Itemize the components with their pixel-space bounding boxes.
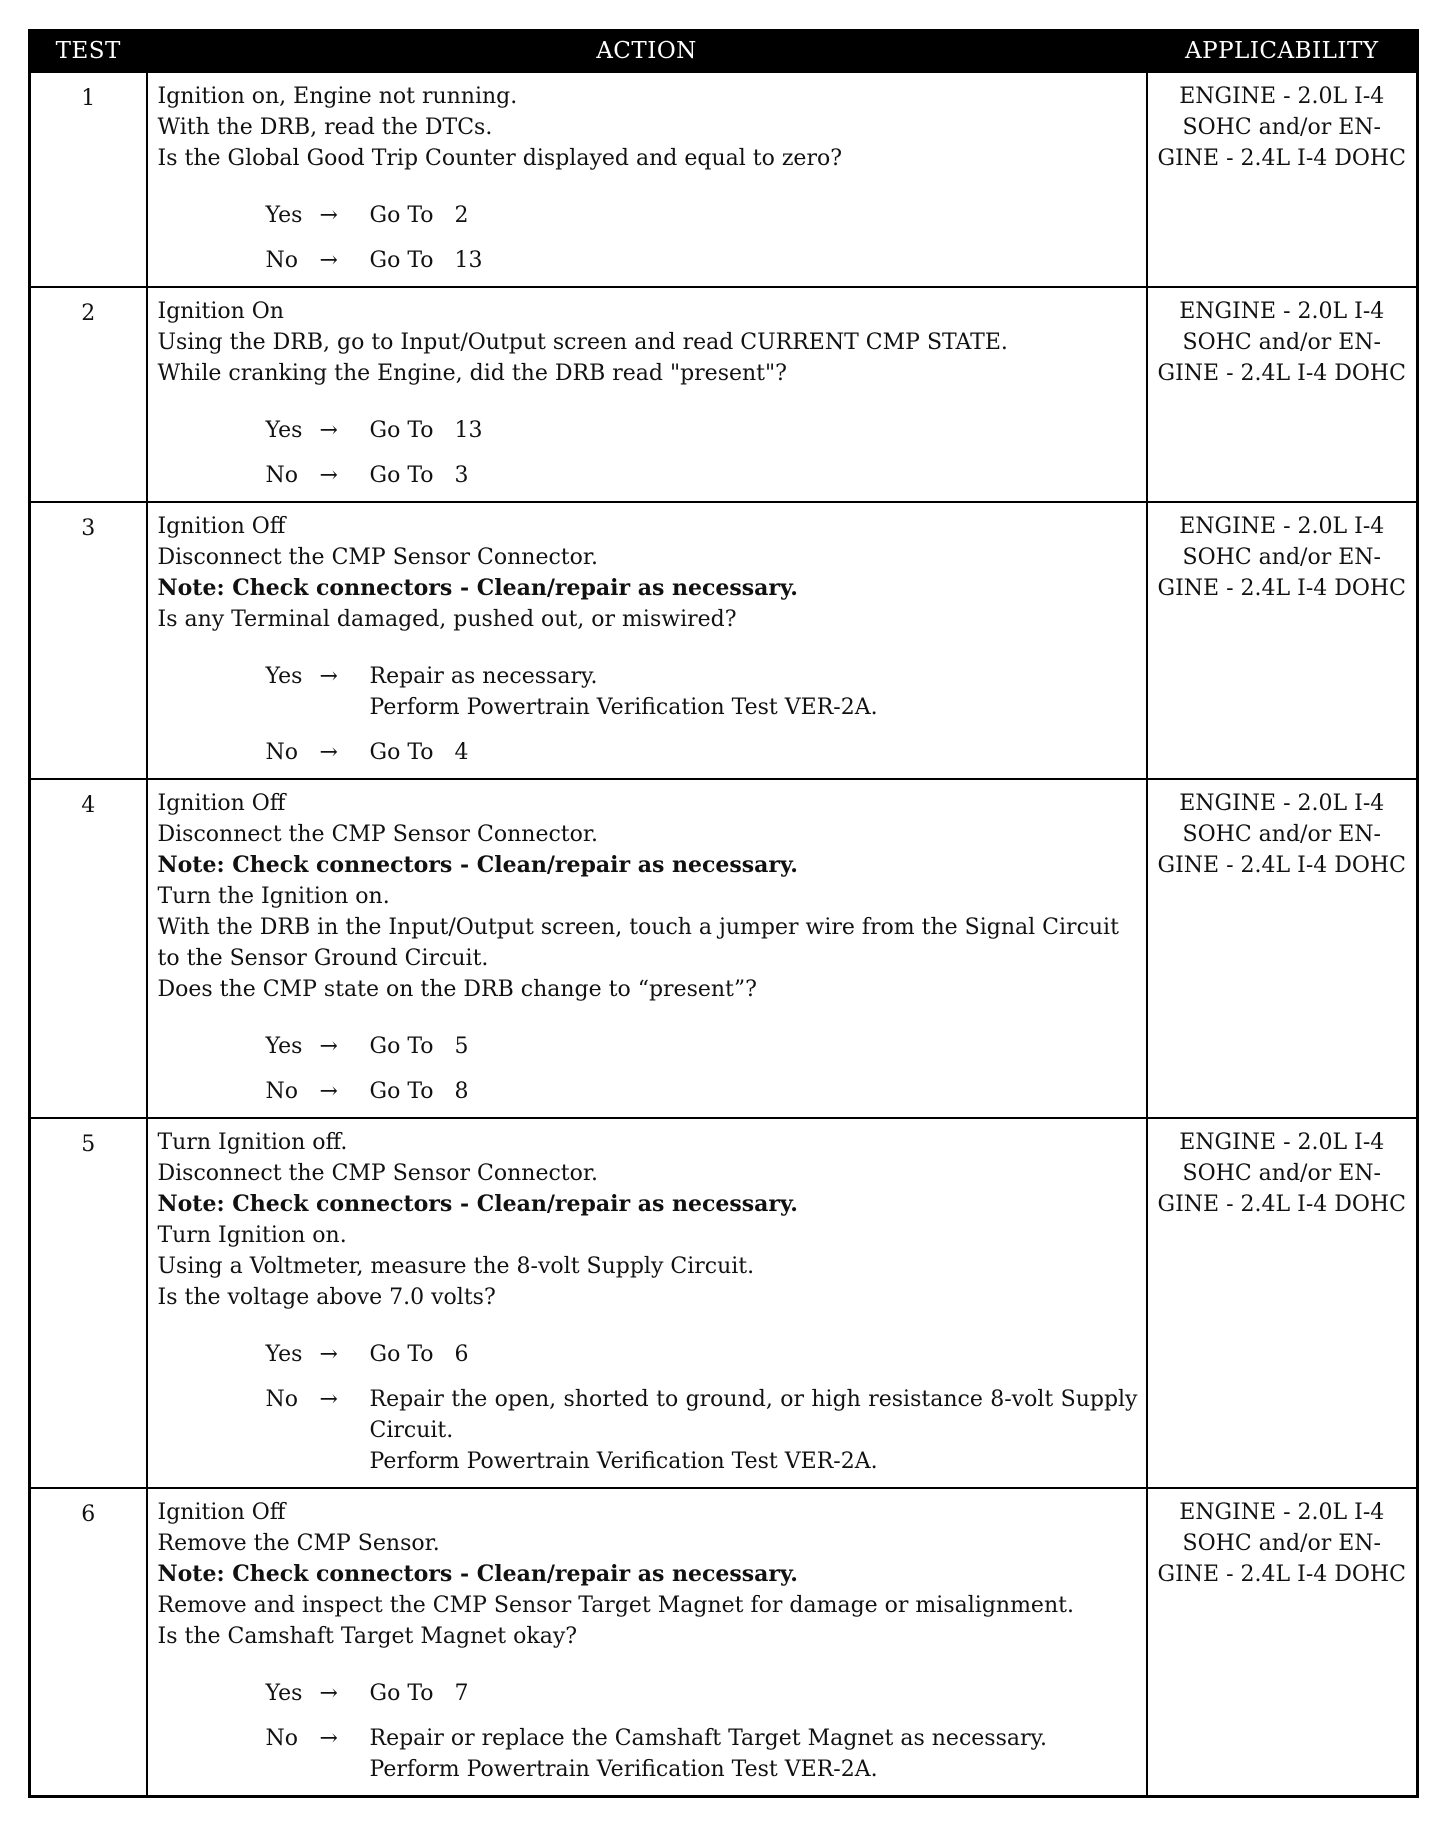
answer-key: Yes xyxy=(265,1342,303,1367)
answer-destination xyxy=(370,460,1138,491)
action-line: Ignition on, Engine not running. xyxy=(157,84,518,109)
action-line: Disconnect the CMP Sensor Connector. xyxy=(157,545,598,570)
action-line: While cranking the Engine, did the DRB read "present"? xyxy=(157,361,787,386)
header-applicability: APPLICABILITY xyxy=(1147,31,1418,73)
answer-destination xyxy=(370,1723,1138,1785)
answer-key: No xyxy=(265,740,298,765)
action-line: Is the voltage above 7.0 volts? xyxy=(157,1285,496,1310)
note-line: Note: Check connectors - Clean/repair as necessary. xyxy=(157,1561,798,1587)
action-line: Turn Ignition off. xyxy=(157,1130,348,1155)
diagnostic-page xyxy=(28,29,1416,1798)
answer-key: Yes xyxy=(265,1034,303,1059)
action-line: Does the CMP state on the DRB change to “present”? xyxy=(157,977,757,1002)
applicability-cell: ENGINE - 2.0L I-4 SOHC and/or EN-GINE - 2.4L I-4 DOHC xyxy=(1147,1118,1418,1488)
arrow-icon: → xyxy=(319,1387,338,1412)
destination-text: Go To 4 xyxy=(369,740,469,765)
note-line: Note: Check connectors - Clean/repair as necessary. xyxy=(157,1191,798,1217)
applicability-cell: ENGINE - 2.0L I-4 SOHC and/or EN-GINE - 2.4L I-4 DOHC xyxy=(1147,287,1418,502)
action-line: Using the DRB, go to Input/Output screen and read CURRENT CMP STATE. xyxy=(157,330,1008,355)
arrow-icon: → xyxy=(319,418,338,443)
arrow-icon: → xyxy=(319,463,338,488)
note-line: Note: Check connectors - Clean/repair as necessary. xyxy=(157,575,798,601)
action-cell xyxy=(147,1488,1147,1797)
answer-key: No xyxy=(265,1726,298,1751)
arrow-icon: → xyxy=(319,1681,338,1706)
action-line: Ignition Off xyxy=(157,791,286,816)
action-line: Ignition On xyxy=(157,299,284,324)
answer-key: No xyxy=(265,1079,298,1104)
answer-destination xyxy=(370,415,1138,446)
action-line: With the DRB in the Input/Output screen, touch a jumper wire from the Signal Circuit to the Sensor Ground Circuit. xyxy=(157,915,1119,971)
test-number: 5 xyxy=(30,1118,147,1488)
destination-text: Repair the open, shorted to ground, or high resistance 8-volt Supply Circuit. xyxy=(369,1387,1145,1443)
test-number: 4 xyxy=(30,779,147,1118)
action-line: Is the Camshaft Target Magnet okay? xyxy=(157,1624,578,1649)
destination-text: Go To 13 xyxy=(369,418,483,443)
destination-text: Repair as necessary. xyxy=(369,664,598,689)
arrow-icon: → xyxy=(319,203,338,228)
answer-line xyxy=(266,245,1138,276)
arrow-icon: → xyxy=(319,740,338,765)
answer-key: Yes xyxy=(265,418,303,443)
table-row xyxy=(30,1488,1418,1797)
table-header-row xyxy=(30,31,1418,73)
table-row xyxy=(30,72,1418,287)
test-number: 1 xyxy=(30,72,147,287)
answer-key: No xyxy=(265,1387,298,1412)
answer-key: Yes xyxy=(265,664,303,689)
answer-key: No xyxy=(265,463,298,488)
answer-destination xyxy=(370,1339,1138,1370)
answer-line xyxy=(265,1384,1145,1477)
destination-text: Perform Powertrain Verification Test VER-2A. xyxy=(369,1449,878,1474)
action-cell xyxy=(147,287,1147,502)
action-line: Remove the CMP Sensor. xyxy=(157,1531,440,1556)
action-line: Ignition Off xyxy=(157,514,286,539)
action-cell xyxy=(147,72,1147,287)
destination-text: Go To 6 xyxy=(369,1342,469,1367)
answer-line xyxy=(266,200,1138,231)
action-cell xyxy=(147,502,1147,779)
answer-destination xyxy=(370,1678,1138,1709)
table-row xyxy=(30,502,1418,779)
table-row xyxy=(30,287,1418,502)
destination-text: Perform Powertrain Verification Test VER-2A. xyxy=(369,695,878,720)
answer-destination xyxy=(370,245,1138,276)
destination-text: Go To 2 xyxy=(369,203,469,228)
destination-text: Go To 5 xyxy=(369,1034,469,1059)
arrow-icon: → xyxy=(319,248,338,273)
arrow-icon: → xyxy=(319,1079,338,1104)
destination-text: Go To 13 xyxy=(369,248,483,273)
answer-destination xyxy=(370,1031,1138,1062)
answer-line xyxy=(266,415,1138,446)
action-line: With the DRB, read the DTCs. xyxy=(157,115,493,140)
answer-key: No xyxy=(265,248,298,273)
action-line: Is any Terminal damaged, pushed out, or miswired? xyxy=(157,607,737,632)
arrow-icon: → xyxy=(319,1726,338,1751)
answer-line xyxy=(266,1678,1138,1709)
answer-key: Yes xyxy=(265,203,303,228)
action-line: Ignition Off xyxy=(157,1500,286,1525)
test-number: 2 xyxy=(30,287,147,502)
action-line: Remove and inspect the CMP Sensor Target Magnet for damage or misalignment. xyxy=(157,1593,1074,1618)
answer-line xyxy=(266,737,1138,768)
answer-line xyxy=(266,1076,1138,1107)
answer-line xyxy=(266,1723,1138,1785)
applicability-cell: ENGINE - 2.0L I-4 SOHC and/or EN-GINE - 2.4L I-4 DOHC xyxy=(1147,502,1418,779)
arrow-icon: → xyxy=(319,1034,338,1059)
test-number: 6 xyxy=(30,1488,147,1797)
destination-text: Go To 7 xyxy=(369,1681,469,1706)
arrow-icon: → xyxy=(319,664,338,689)
answer-destination xyxy=(370,661,1138,723)
note-line: Note: Check connectors - Clean/repair as necessary. xyxy=(157,852,798,878)
action-line: Disconnect the CMP Sensor Connector. xyxy=(157,1161,598,1186)
answer-line xyxy=(266,1031,1138,1062)
applicability-cell: ENGINE - 2.0L I-4 SOHC and/or EN-GINE - 2.4L I-4 DOHC xyxy=(1147,779,1418,1118)
answer-destination xyxy=(370,1076,1138,1107)
destination-text: Go To 8 xyxy=(369,1079,469,1104)
action-line: Using a Voltmeter, measure the 8-volt Supply Circuit. xyxy=(157,1254,755,1279)
action-cell xyxy=(147,779,1147,1118)
arrow-icon: → xyxy=(319,1342,338,1367)
destination-text: Repair or replace the Camshaft Target Magnet as necessary. xyxy=(369,1726,1047,1751)
destination-text: Perform Powertrain Verification Test VER-2A. xyxy=(369,1757,878,1782)
action-line: Disconnect the CMP Sensor Connector. xyxy=(157,822,598,847)
applicability-cell: ENGINE - 2.0L I-4 SOHC and/or EN-GINE - 2.4L I-4 DOHC xyxy=(1147,72,1418,287)
test-number: 3 xyxy=(30,502,147,779)
destination-text: Go To 3 xyxy=(369,463,469,488)
answer-destination xyxy=(370,737,1138,768)
action-line: Is the Global Good Trip Counter displayed and equal to zero? xyxy=(157,146,843,171)
answer-line xyxy=(266,460,1138,491)
answer-destination xyxy=(369,1384,1145,1477)
answer-key: Yes xyxy=(265,1681,303,1706)
answer-destination xyxy=(370,200,1138,231)
action-line: Turn Ignition on. xyxy=(157,1223,347,1248)
action-cell xyxy=(147,1118,1147,1488)
diagnostic-table xyxy=(28,29,1419,1798)
table-row xyxy=(30,1118,1418,1488)
table-row xyxy=(30,779,1418,1118)
answer-line xyxy=(266,661,1138,723)
header-action: ACTION xyxy=(147,31,1147,73)
action-line: Turn the Ignition on. xyxy=(157,884,390,909)
answer-line xyxy=(266,1339,1138,1370)
applicability-cell: ENGINE - 2.0L I-4 SOHC and/or EN-GINE - 2.4L I-4 DOHC xyxy=(1147,1488,1418,1797)
header-test: TEST xyxy=(30,31,147,73)
